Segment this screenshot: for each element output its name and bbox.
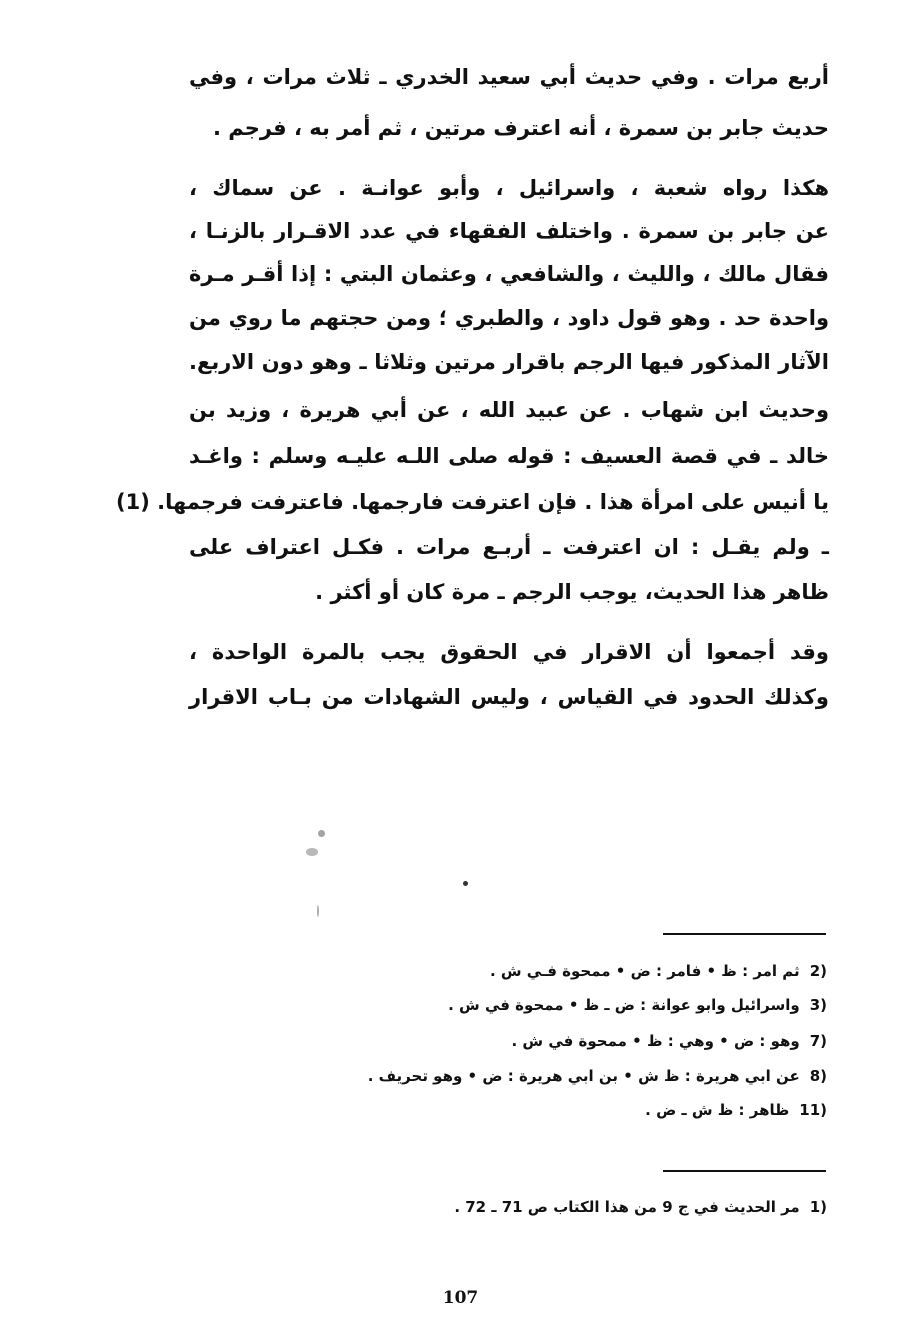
variant-note-text: ظاهر : ظ ش ـ ض .	[645, 1101, 790, 1119]
variant-note-number: 11)	[799, 1101, 827, 1119]
variant-note	[645, 1099, 827, 1121]
variant-note-text: ثم امر : ظ • فامر : ض • ممحوة فـي ش .	[489, 962, 800, 980]
body-line: هكذا رواه شعبة ، واسرائيل ، وأبو عوانـة . عن سماك ،	[189, 176, 829, 200]
body-line: ظاهر هذا الحديث، يوجب الرجم ـ مرة كان أو أكثر .	[315, 580, 829, 604]
variant-note-number: 8)	[809, 1067, 827, 1085]
body-line: يا أنيس على امرأة هذا . فإن اعترفت فارجمها. فاعترفت فرجمها. (1)	[116, 490, 829, 514]
variant-note-number: 7)	[809, 1032, 827, 1050]
footnote-separator	[663, 1170, 826, 1172]
body-line: ـ ولم يقـل : ان اعترفت ـ أربـع مرات . فكـل اعتراف على	[189, 535, 829, 559]
footnote-number: 1)	[809, 1198, 827, 1216]
page-number: 107	[442, 1288, 479, 1308]
body-line: عن جابر بن سمرة . واختلف الفقهاء في عدد الاقـرار بالزنـا ،	[189, 219, 829, 243]
variant-note	[490, 960, 827, 982]
body-line: حديث جابر بن سمرة ، أنه اعترف مرتين ، ثم أمر به ، فرجم .	[212, 116, 829, 140]
footnote-separator	[663, 933, 826, 935]
body-line: وقد أجمعوا أن الاقرار في الحقوق يجب بالمرة الواحدة ،	[189, 640, 829, 664]
variant-note-number: 2)	[809, 962, 827, 980]
body-line: الآثار المذكور فيها الرجم باقرار مرتين وثلاثا ـ وهو دون الاربع.	[189, 350, 829, 374]
footnote-text: مر الحديث في ج 9 من هذا الكتاب ص 71 ـ 72 .	[454, 1198, 800, 1216]
body-line: أربع مرات . وفي حديث أبي سعيد الخدري ـ ثلاث مرات ، وفي	[189, 65, 829, 89]
body-line: فقال مالك ، والليث ، والشافعي ، وعثمان البتي : إذا أقـر مـرة	[189, 262, 829, 286]
body-line: وكذلك الحدود في القياس ، وليس الشهادات من بـاب الاقرار	[189, 685, 829, 709]
variant-note	[448, 994, 827, 1016]
scan-mark	[317, 905, 319, 917]
scan-mark	[306, 848, 318, 856]
variant-note-text: واسرائيل وابو عوانة : ض ـ ظ • ممحوة في ش .	[448, 996, 800, 1014]
footnote	[454, 1196, 827, 1218]
variant-note-text: عن ابي هريرة : ظ ش • بن ابي هريرة : ض • وهو تحريف .	[367, 1067, 800, 1085]
variant-note-text: وهو : ض • وهي : ظ • ممحوة في ش .	[511, 1032, 800, 1050]
scan-mark	[463, 881, 468, 886]
scan-mark	[318, 830, 325, 837]
body-line: وحديث ابن شهاب . عن عبيد الله ، عن أبي هريرة ، وزيد بن	[189, 398, 829, 422]
body-line: واحدة حد . وهو قول داود ، والطبري ؛ ومن حجتهم ما روي من	[189, 306, 829, 330]
variant-note-number: 3)	[809, 996, 827, 1014]
variant-note	[511, 1030, 827, 1052]
variant-note	[368, 1065, 827, 1087]
body-line: خالد ـ في قصة العسيف : قوله صلى اللـه عليـه وسلم : واغـد	[189, 444, 829, 468]
